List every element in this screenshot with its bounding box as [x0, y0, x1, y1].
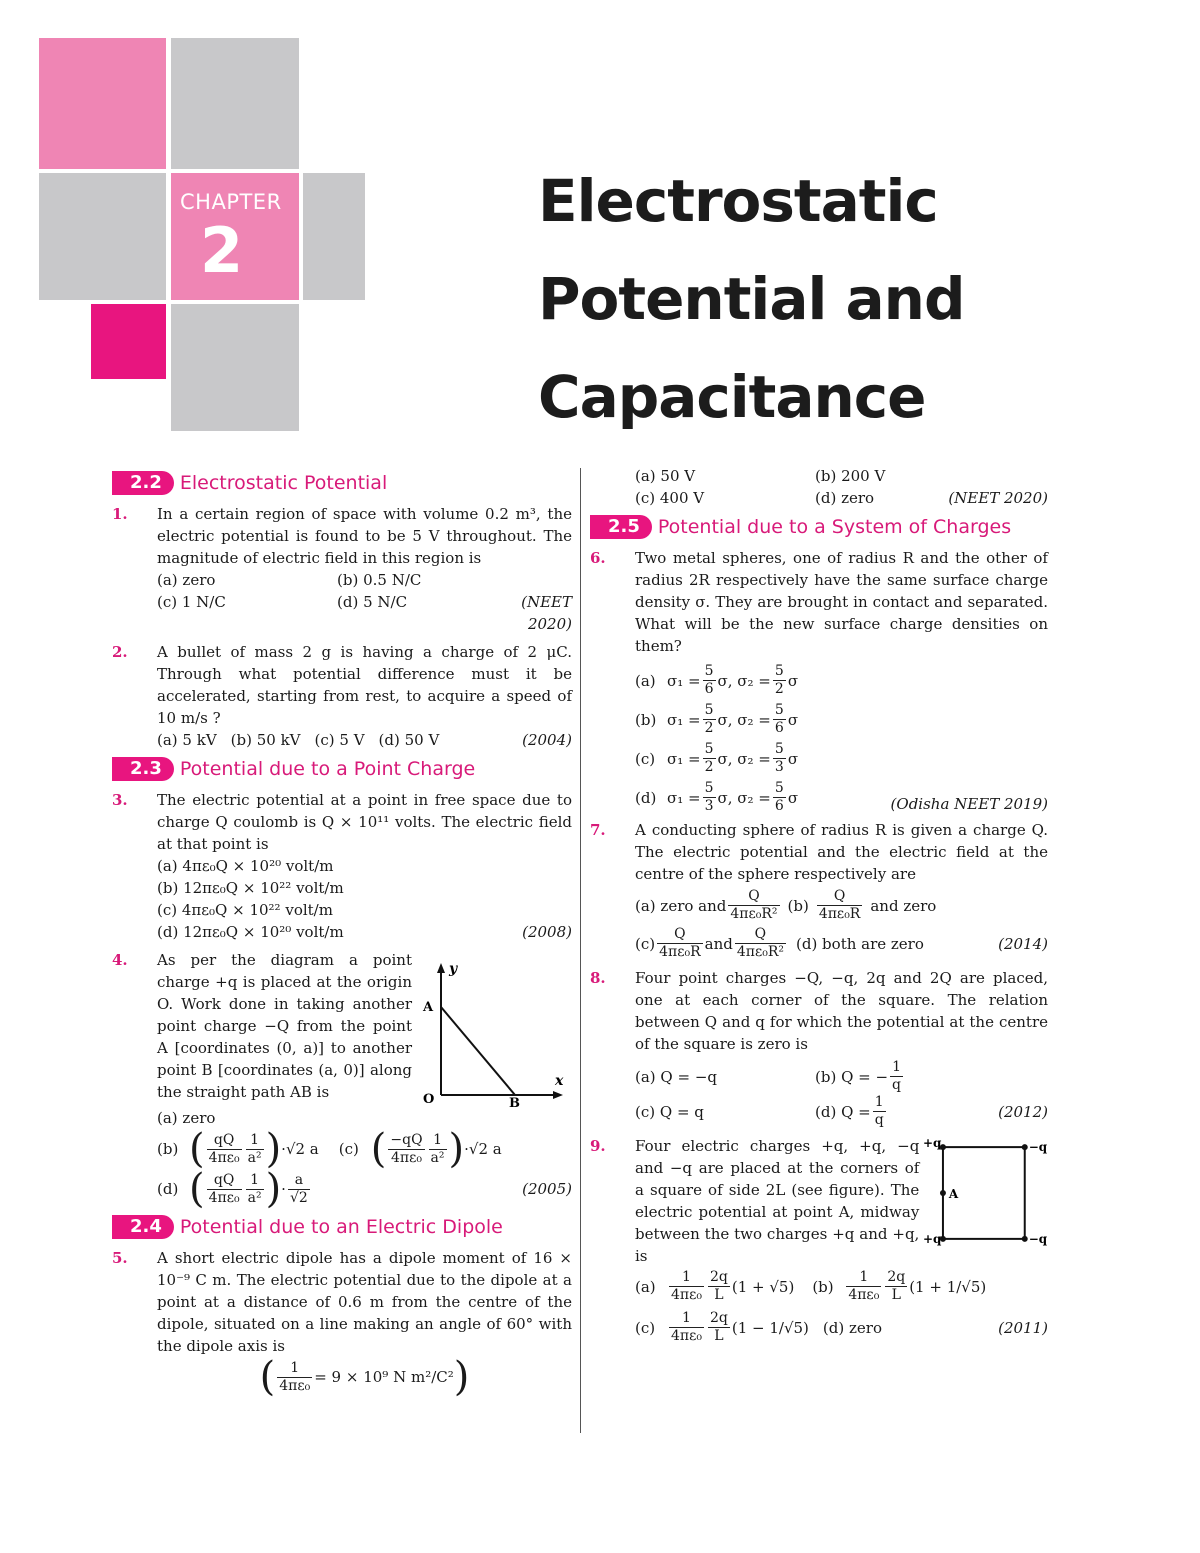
option-row: (d) σ₁ = $\frac{5}{3}$ σ, σ₂ = $\frac{5}{6}$ σ — [635, 780, 799, 814]
option-label: (c) — [635, 749, 656, 768]
section-title: Potential due to a System of Charges — [657, 516, 1012, 538]
fraction: $\frac{2q}{L}$ — [709, 1310, 728, 1344]
square-charges-diagram — [923, 1135, 1048, 1250]
charge-label: +q — [923, 1136, 942, 1151]
question-text: A conducting sphere of radius R is given a charge Q. The electric potential and the electric field at the centre of the sphere respectively are — [635, 821, 1048, 883]
fraction: $\frac{2q}{L}$ — [887, 1269, 906, 1303]
option-row: (c) σ₁ = $\frac{5}{2}$ σ, σ₂ = $\frac{5}{3}$ σ — [635, 741, 799, 775]
fraction: $\frac{1}{\text{4πε₀}}$ — [671, 1269, 702, 1303]
fraction: $\frac{5}{6}$ — [774, 702, 784, 736]
option-a: (a) 50 V — [635, 467, 696, 485]
axis-label-y: y — [449, 961, 458, 977]
deco-block-gray — [303, 173, 365, 300]
question-7: 7. A conducting sphere of radius R is given a charge Q. The electric potential and the electric field at the centre of the sphere respectively are (a) zero and $\frac{Q}{\text{4πε₀R²}}$ (b) $\frac{Q}{\text{4πε₀R}}$ and zero (c) $\frac{Q}{\text{4πε₀R}}$ and $\frac{Q}{\text{4πε₀R²}}$ (d) both are zero (2014) — [590, 821, 1048, 960]
title-line: Potential and — [538, 265, 965, 333]
point-label-o: O — [423, 1092, 435, 1107]
option-a: (a) 5 kV — [157, 731, 217, 749]
question-6 — [590, 547, 1048, 657]
chapter-number: 2 — [200, 214, 244, 287]
question-8 — [590, 967, 1048, 1129]
option-c: (c) 5 V — [314, 731, 365, 749]
left-column — [112, 465, 572, 1403]
column-divider — [580, 468, 581, 1433]
fraction: $\frac{5}{2}$ — [704, 702, 714, 736]
option-c: (c) Q = q — [635, 1102, 704, 1121]
fraction: $\frac{5}{6}$ — [774, 780, 784, 814]
right-column — [590, 465, 1048, 1351]
fraction: $\frac{qQ}{\text{4πε₀}}$ — [208, 1171, 240, 1206]
section-title: Potential due to an Electric Dipole — [179, 1216, 503, 1238]
fraction: $\frac{Q}{\text{4πε₀R²}}$ — [730, 888, 778, 922]
option-b: (b) Q = − — [815, 1067, 889, 1086]
question-9 — [590, 1135, 1048, 1345]
option-b: (b) 200 V — [815, 467, 886, 485]
question-text: Four point charges −Q, −q, 2q and 2Q are placed, one at each corner of the square. The relation between Q and q for which the potential at the centre of the square is zero is — [635, 969, 1048, 1053]
fraction: $\frac{1}{\text{4πε₀}}$ — [848, 1269, 880, 1303]
option-b-tail: ·√2 a — [281, 1140, 319, 1158]
option-d: (d) 12πε₀Q × 10²⁰ volt/m — [157, 923, 344, 941]
option-c-tail: ·√2 a — [464, 1140, 502, 1158]
fraction: $\frac{1}{\text{4πε₀}}$ — [279, 1359, 311, 1394]
fraction: $\frac{5}{3}$ — [774, 741, 784, 775]
option-b: (b) 12πε₀Q × 10²² volt/m — [157, 879, 344, 897]
section-heading — [112, 1215, 572, 1239]
point-label-a: A — [949, 1186, 959, 1201]
source-tag: (2004) — [522, 731, 572, 749]
charge-label: +q — [923, 1231, 942, 1246]
option-c-label: (c) — [338, 1140, 359, 1158]
chapter-title — [538, 152, 1098, 446]
option-a: (a) zero — [157, 1109, 216, 1127]
option-b-label: (b) — [787, 896, 809, 915]
section-number: 2.2 — [112, 471, 174, 495]
title-line: Electrostatic — [538, 167, 938, 235]
option-c-tail: (1 − 1/√5) — [731, 1318, 809, 1337]
fraction: $\frac{1}{\text{a²}}$ — [430, 1131, 445, 1166]
question-text: As per the diagram a point charge +q is placed at the origin O. Work done in taking another point charge −Q from the point A [coordinates (0, a)] to another point B [coordinates (a, 0)] along the straight path AB is — [157, 951, 412, 1101]
fraction: $\frac{a}{√2}$ — [289, 1171, 308, 1206]
question-3 — [112, 789, 572, 943]
option-d: (d) 50 V — [378, 731, 440, 749]
question-2 — [112, 641, 572, 751]
fraction: $\frac{1}{q}$ — [874, 1094, 884, 1128]
option-d: (d) zero — [815, 489, 875, 507]
section-heading — [112, 471, 572, 495]
option-d-label: (d) — [157, 1180, 179, 1198]
section-heading — [590, 515, 1048, 539]
option-a: (a) Q = −q — [635, 1067, 717, 1086]
question-text: A short electric dipole has a dipole moment of 16 × 10⁻⁹ C m. The electric potential due to the dipole at a point at a distance of 0.6 m from the centre of the dipole, situated on a line making an angle of 60° with the dipole axis is — [157, 1249, 572, 1355]
question-number: 5. — [112, 1249, 128, 1267]
fraction: $\frac{2q}{L}$ — [709, 1269, 728, 1303]
question-number: 6. — [590, 549, 606, 567]
title-line: Capacitance — [538, 363, 926, 431]
question-number: 8. — [590, 969, 606, 987]
fraction: $\frac{Q}{\text{4πε₀R}}$ — [818, 888, 861, 922]
fraction: $\frac{-qQ}{\text{4πε₀}}$ — [390, 1131, 423, 1166]
option-label: (d) — [635, 788, 657, 807]
fraction: $\frac{5}{3}$ — [704, 780, 714, 814]
option-b-label: (b) — [157, 1140, 179, 1158]
fraction: $\frac{5}{2}$ — [774, 663, 784, 697]
fraction: $\frac{Q}{\text{4πε₀R²}}$ — [736, 926, 784, 960]
option-row: (b) σ₁ = $\frac{5}{2}$ σ, σ₂ = $\frac{5}{6}$ σ — [635, 702, 799, 736]
fraction: $\frac{1}{q}$ — [892, 1059, 902, 1093]
deco-block-pink-light — [39, 38, 166, 169]
option-c: (c) 1 N/C — [157, 593, 226, 611]
option-a-label: (a) — [635, 1277, 656, 1296]
question-number: 7. — [590, 821, 606, 839]
option-d: (d) 5 N/C — [337, 593, 408, 611]
option-label: (b) — [635, 710, 657, 729]
source-tag: (2011) — [998, 1318, 1048, 1337]
constant-value: = 9 × 10⁹ N m²/C² — [314, 1368, 454, 1386]
question-text: Two metal spheres, one of radius R and the other of radius 2R respectively have the same surface charge density σ. They are brought in contact and separated. What will be the new surface charge densities on them? — [635, 549, 1048, 655]
fraction: $\frac{1}{\text{4πε₀}}$ — [671, 1310, 702, 1344]
option-row: (a) σ₁ = $\frac{5}{6}$ σ, σ₂ = $\frac{5}{2}$ σ — [635, 663, 799, 697]
option-a: (a) zero — [157, 571, 216, 589]
question-text: A bullet of mass 2 g is having a charge of 2 μC. Through what potential difference must it be accelerated, starting from rest, to acquire a speed of 10 m/s ? — [157, 643, 572, 727]
question-number: 4. — [112, 951, 128, 969]
option-d: (d) Q = — [815, 1102, 871, 1121]
section-title: Electrostatic Potential — [179, 472, 388, 494]
deco-block-pink-dark — [91, 304, 166, 379]
point-label-a: A — [423, 1000, 434, 1015]
question-4: 4. As per the diagram a point charge +q is placed at the origin O. Work done in taking another point charge −Q from the point A [coordinates (0, a)] to another point B [coordinates (a, 0)] along the straight path AB is y x A O B (a) zero (b) ( $\frac{qQ}{\text{4πε₀}}$ $\frac{1}{\text{a²}}$ ) ·√2 a (c) ( $\frac{-qQ}{\text{4πε₀}}$ $\frac{1}{\text{a²}}$ ) ·√2 a (d) ( $\frac{qQ}{\text{4πε₀}}$ $\frac{1}{\text{a²}}$ ) · $\frac{a}{√2}$ (2005) — [112, 951, 572, 1212]
source-tag: (Odisha NEET 2019) — [890, 795, 1048, 813]
section-number: 2.4 — [112, 1215, 174, 1239]
option-c: (c) 400 V — [635, 489, 705, 507]
option-b: (b) 50 kV — [230, 731, 301, 749]
option-b-tail: (1 + 1/√5) — [909, 1277, 987, 1296]
option-b-label: (b) — [812, 1277, 834, 1296]
fraction: $\frac{qQ}{\text{4πε₀}}$ — [208, 1131, 240, 1166]
axis-label-x: x — [555, 1073, 564, 1089]
question-text: In a certain region of space with volume 0.2 m³, the electric potential is found to be 5 V throughout. The magnitude of electric field in this region is — [157, 505, 572, 567]
source-tag: (2005) — [522, 1180, 572, 1198]
option-a-tail: (1 + √5) — [731, 1277, 795, 1296]
fraction: $\frac{5}{6}$ — [704, 663, 714, 697]
option-c-label: (c) — [635, 1318, 656, 1337]
source-tag: (NEET 2020) — [948, 489, 1048, 507]
question-5: 5. A short electric dipole has a dipole moment of 16 × 10⁻⁹ C m. The electric potential due to the dipole at a point at a distance of 0.6 m from the centre of the dipole, situated on a line making an angle of 60° with the dipole axis is ( $\frac{1}{\text{4πε₀}}$ = 9 × 10⁹ N m²/C² ) — [112, 1249, 572, 1400]
option-d: (d) zero — [822, 1318, 882, 1337]
source-tag: (NEET 2020) — [521, 593, 572, 633]
deco-block-gray — [171, 304, 299, 431]
charge-label: −q — [1029, 1140, 1048, 1155]
axes-diagram — [417, 957, 567, 1107]
point-label-b: B — [509, 1096, 520, 1107]
question-number: 1. — [112, 505, 128, 523]
option-label: (a) — [635, 671, 656, 690]
question-5-options — [635, 465, 1048, 509]
question-number: 2. — [112, 643, 128, 661]
question-text: The electric potential at a point in free space due to charge Q coulomb is Q × 10¹¹ volts. The electric field at that point is — [157, 791, 572, 853]
option-b: (b) 0.5 N/C — [337, 571, 422, 589]
section-number: 2.3 — [112, 757, 174, 781]
option-b-tail: and zero — [870, 896, 937, 915]
fraction: $\frac{5}{2}$ — [704, 741, 714, 775]
chapter-label: CHAPTER — [180, 190, 282, 214]
charge-label: −q — [1029, 1231, 1048, 1246]
option-c: (c) 4πε₀Q × 10²² volt/m — [157, 901, 333, 919]
option-c-label: (c) — [635, 934, 656, 953]
question-number: 9. — [590, 1137, 606, 1155]
option-a: (a) 4πε₀Q × 10²⁰ volt/m — [157, 857, 334, 875]
source-tag: (2012) — [998, 1102, 1048, 1121]
section-number: 2.5 — [590, 515, 652, 539]
question-1 — [112, 503, 572, 635]
fraction: $\frac{1}{\text{a²}}$ — [247, 1171, 262, 1206]
question-number: 3. — [112, 791, 128, 809]
option-a-label: (a) zero and — [635, 896, 727, 915]
fraction: $\frac{Q}{\text{4πε₀R}}$ — [659, 926, 701, 960]
option-d: (d) both are zero — [795, 934, 924, 953]
question-text: Four electric charges +q, +q, −q and −q are placed at the corners of a square of side 2L (see figure). The electric potential at point A, midway between the two charges +q and +q, is — [635, 1137, 920, 1265]
source-tag: (2014) — [998, 934, 1048, 953]
deco-block-gray — [39, 173, 166, 300]
source-tag: (2008) — [522, 923, 572, 941]
section-title: Potential due to a Point Charge — [179, 758, 476, 780]
deco-block-gray — [171, 38, 299, 169]
fraction: $\frac{1}{\text{a²}}$ — [247, 1131, 262, 1166]
section-heading — [112, 757, 572, 781]
